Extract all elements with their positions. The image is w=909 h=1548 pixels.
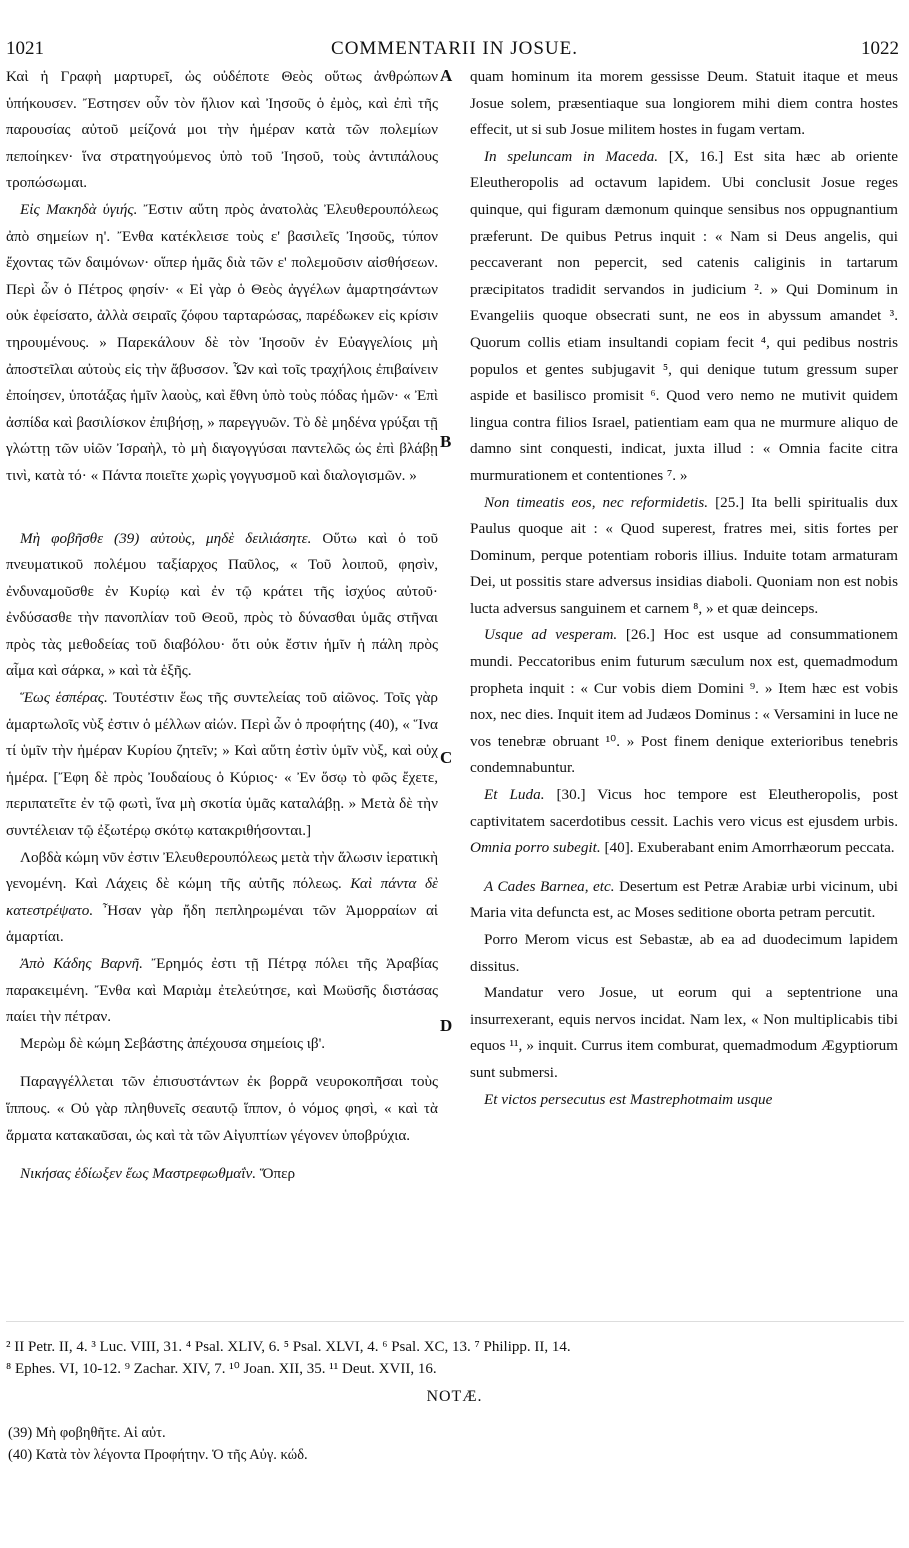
greek-column: [6, 64, 438, 1188]
running-title: COMMENTARII IN JOSUE.: [331, 38, 578, 59]
latin-lemma: Et victos persecutus est Mastrephotmaim usque: [484, 1090, 773, 1108]
greek-paragraph: Μερὼμ δὲ κώμη Σεβάστης ἀπέχουσα σημείοις ιβ'.: [20, 1034, 326, 1052]
latin-paragraph: [470, 144, 898, 490]
latin-paragraph: [470, 782, 898, 862]
footnotes-line-1: ² II Petr. II, 4. ³ Luc. VIII, 31. ⁴ Psal. XLIV, 6. ⁵ Psal. XLVI, 4. ⁶ Psal. XC, 13. ⁷ Philipp. II, 14.: [6, 1339, 571, 1355]
page-number-left: 1021: [6, 38, 44, 59]
footnote-divider: [6, 1321, 904, 1322]
greek-text: Ὅπερ: [256, 1165, 296, 1183]
latin-lemma: A Cades Barnea, etc.: [484, 877, 615, 895]
greek-paragraph: [6, 1161, 438, 1188]
margin-mark-d: D: [440, 1016, 453, 1035]
greek-paragraph: [6, 197, 438, 490]
greek-paragraph: [6, 951, 438, 1031]
latin-lemma: Non timeatis eos, nec reformidetis.: [484, 493, 709, 511]
greek-text: Τουτέστιν ἕως τῆς συντελείας τοῦ αἰῶνος. Τοῖς γὰρ ἁμαρτωλοῖς νὺξ ἐστιν ὁ μέλλων αἰών. Περὶ ὧν ὁ προφήτης (40), « Ἵνα τί ὑμῖν τὴν ἡμέραν Κυρίου ζητεῖν; » Καὶ αὕτη ἐστὶν ὑμῖν νὺξ, καὶ οὐχ ἡμέρα. [Ἔφη δὲ πρὸς Ἰουδαίους ὁ Κύριος· « Ἐν ὅσῳ τὸ φῶς ἔχετε, περιπατεῖτε ἐν τῷ φωτὶ, ἵνα μὴ σκοτία ὑμᾶς καταλάβῃ. » Μετὰ δὲ τὴν συντέλειαν τῷ ἐξωτέρῳ σκότῳ κατακριθήσονται.]: [6, 689, 438, 840]
latin-paragraph: Porro Merom vicus est Sebastæ, ab ea ad duodecimum lapidem dissitus.: [470, 931, 898, 975]
margin-mark-a: A: [440, 66, 453, 85]
latin-paragraph: [470, 622, 898, 782]
greek-lemma: Εἰς Μακηδὰ ὑγιής.: [20, 200, 138, 218]
latin-lemma: Omnia porro subegit.: [470, 839, 601, 857]
latin-lemma: Et Luda.: [484, 786, 545, 804]
greek-lemma: Καὶ πάντα δὲ κατεστρέψατο.: [6, 875, 438, 919]
greek-paragraph: [6, 685, 438, 845]
greek-paragraph: Καὶ ἡ Γραφὴ μαρτυρεῖ, ὡς οὐδέποτε Θεὸς οὕτως ἀνθρώπων ὑπήκουσεν. Ἔστησεν οὖν τὸν ἥλιον καὶ Ἰησοῦς ὁ ἐμὸς, καὶ ἐπὶ τῆς παρουσίας αὐτοῦ μείζονά μοι τὴν ἡμέραν κατὰ τῶν πολεμίων πεποίηκεν· ἵνα στρατηγούμενος ὑπὸ τοῦ Ἰησοῦ, τοὺς ἀντιπάλους τροπώσωμαι.: [6, 68, 438, 192]
latin-text: [40]. Exuberabant enim Amorrhæorum peccata.: [600, 839, 895, 857]
latin-text: [25.] Ita belli spiritualis dux Paulus quoque ait : « Quod superest, fratres mei, sitis fortes per Dominum, perque potentiam roboris illius. Induite totam armaturam Dei, ut possitis stare adversus insidias diaboli. Quoniam non est nobis lucta adversus sanguinem et carnem ⁸, » et quæ deinceps.: [470, 493, 898, 617]
note-40: (40) Κατὰ τὸν λέγοντα Προφήτην. Ὁ τῆς Αὐγ. κώδ.: [8, 1447, 308, 1463]
latin-column: [470, 64, 898, 1113]
greek-paragraph: [6, 526, 438, 686]
latin-paragraph: quam hominum ita morem gessisse Deum. Statuit itaque et meus Josue solem, præsentiaque sua longiorem mihi diem contra hostes effecit, ut si sub Josue militem hostes in fugam vertam.: [470, 68, 898, 139]
greek-lemma: Ἕως ἑσπέρας.: [20, 689, 108, 707]
greek-text: Ἔρημός ἐστι τῇ Πέτρᾳ πόλει τῆς Ἀραβίας παρακειμένη. Ἔνθα καὶ Μαριὰμ ἐτελεύτησε, καὶ Μωϋσῆς διστάσας παίει τὴν πέτραν.: [6, 955, 438, 1026]
latin-text: [30.] Vicus hoc tempore est Eleutheropolis, post captivitatem sacerdotibus cessit. Lachis vero vicus est ejusdem urbis.: [470, 786, 898, 830]
latin-text: Desertum est Petræ Arabiæ urbi vicinum, ubi Maria vita defuncta est, ac Moses seditione oborta petram percutit.: [470, 877, 899, 922]
margin-mark-c: C: [440, 748, 453, 767]
greek-lemma: Ἀπὸ Κάδης Βαρνῆ.: [20, 955, 143, 972]
latin-paragraph: [470, 1087, 898, 1114]
margin-mark-b: B: [440, 432, 452, 451]
latin-lemma: Usque ad vesperam.: [484, 626, 618, 644]
page-number-right: 1022: [861, 38, 899, 59]
latin-text: [X, 16.] Est sita hæc ab oriente Eleutheropolis ad octavum lapidem. Ubi conclusit Josue reges quinque, qui figuram dæmonum quinque sensibus nos oppugnantium præferunt. De quibus Petrus inquit : « Nam si Deus angelis, qui peccaverant non pepercit, sed catenis caliginis in tartarum præcipitatos tradidit servandos in judicium ². » Qui Dominum in Evangeliis quoque obsecrati sunt, ne eos in abyssum amandet ³. Quorum collis etiam insultandi copiam fecit ⁴, qui pedibus nostris populos et gentes subjugavit ⁵, qui denique tutum gressum super aspide et basilisco promisit ⁶. Quod vero nemo ne mutivit quidem lingua contra filios Israel, patientiam eam qua ne murmure aliquo de damno sint conquesti, indicat, juxta illud : « Omnia facite citra murmurationem et contentiones ⁷. »: [470, 147, 898, 484]
latin-lemma: In speluncam in Maceda.: [484, 147, 659, 165]
greek-paragraph: [6, 845, 438, 951]
greek-lemma: Νικήσας ἐδίωξεν ἕως Μαστρεφωθμαΐν.: [20, 1165, 257, 1183]
note-39: (39) Μὴ φοβηθῆτε. Αἱ αὐτ.: [8, 1425, 166, 1441]
latin-paragraph: Mandatur vero Josue, ut eorum qui a septentrione una insurrexerant, equis nervos incidat. Nam lex, « Non multiplicabis tibi equos ¹¹, » inquit. Currus item comburat, quemadmodum Ægyptiorum sunt submersi.: [470, 984, 898, 1081]
latin-paragraph: [470, 874, 898, 927]
footnotes-line-2: ⁸ Ephes. VI, 10-12. ⁹ Zachar. XIV, 7. ¹⁰ Joan. XII, 35. ¹¹ Deut. XVII, 16.: [6, 1361, 437, 1377]
greek-paragraph: Παραγγέλλεται τῶν ἐπισυστάντων ἐκ βορρᾶ νευροκοπῆσαι τοὺς ἵππους. « Οὐ γὰρ πληθυνεῖς σεαυτῷ ἵππον, ὁ νόμος φησὶ, « καὶ τὰ ἅρματα κατακαῦσαι, ὡς καὶ τὰ τῶν Αἰγυπτίων γέγονεν ὑποβρύχια.: [6, 1073, 438, 1144]
latin-text: [26.] Hoc est usque ad consummationem mundi. Peccatoribus enim futurum sæculum nox est, quemadmodum propheta inquit : « Cur vobis diem Domini ⁹. » Item hæc est vobis nox, nec dies. Inquit item ad Judæos Dominus : « Versamini in luce ne vos tenebræ obruant ¹⁰. » Post finem denique exterioribus tenebris condemnabuntur.: [470, 626, 898, 777]
latin-paragraph: [470, 490, 898, 623]
greek-text: Ἦσαν γὰρ ἤδη πεπληρωμέναι τῶν Ἀμορραίων αἱ ἁμαρτίαι.: [6, 901, 438, 946]
greek-text: Ἔστιν αὕτη πρὸς ἀνατολὰς Ἐλευθερουπόλεως ἀπὸ σημείων η'. Ἔνθα κατέκλεισε τοὺς ε' βασιλεῖς Ἰησοῦς, τύπον ἔχοντας τῶν δαιμόνων· οἵπερ ἡμᾶς διὰ τῶν ε' πολεμοῦσιν αἰσθήσεων. Περὶ ὧν ὁ Πέτρος φησίν· « Εἰ γὰρ ὁ Θεὸς ἀγγέλων ἁμαρτησάντων οὐκ ἐφείσατο, ἀλλὰ σειραῖς ζόφου ταρταρώσας, παρέδωκεν εἰς κρίσιν τηρουμένους. » Παρεκάλουν δὲ τὸν Ἰησοῦν ἐν Εὐαγγελίοις μὴ ἀποστεῖλαι αὐτοὺς εἰς τὴν ἄβυσσον. Ὧν καὶ τοῖς τραχήλοις ἐπιβαίνειν ἐποίησεν, ὑποτάξας ἡμῖν λαοὺς, καὶ ἔθνη ὑπὸ τοὺς πόδας ἡμῶν· « Ἐπὶ ἀσπίδα καὶ βασιλίσκον ἐπιβήσῃ, » παρεγγυῶν. Τὸ δὲ μηδένα γρύξαι τῇ γλώττῃ τῶν υἱῶν Ἰσραὴλ, τὸ μὴ διαγογγύσαι παντελῶς ὡς ἐπὶ βλάβῃ τινὶ, κατὰ τό· « Πάντα ποιεῖτε χωρὶς γογγυσμοῦ καὶ διαλογισμῶν. »: [6, 200, 438, 484]
greek-text: Λοβδὰ κώμη νῦν ἐστιν Ἐλευθερουπόλεως μετὰ τὴν ἅλωσιν ἱερατικὴ γενομένη. Καὶ Λάχεις δὲ κώμη τῆς αὐτῆς πόλεως.: [6, 848, 439, 893]
greek-lemma: Μὴ φοβῆσθε (39) αὐτοὺς, μηδὲ δειλιάσητε.: [20, 529, 312, 547]
notae-heading: NOTÆ.: [426, 1388, 483, 1405]
greek-text: Οὕτω καὶ ὁ τοῦ πνευματικοῦ πολέμου ταξίαρχος Παῦλος, « Τοῦ λοιποῦ, φησὶν, ἐνδυναμοῦσθε ἐν Κυρίῳ καὶ ἐν τῷ κράτει τῆς ἰσχύος αὐτοῦ· ἐνδύσασθε τὴν πανοπλίαν τοῦ Θεοῦ, πρὸς τὸ δύνασθαι ὑμᾶς στῆναι πρὸς τὰς μεθοδείας τοῦ διαβόλου· ὅτι οὐκ ἔστιν ἡμῖν ἡ πάλη πρὸς αἷμα καὶ σάρκα, » καὶ τὰ ἑξῆς.: [6, 529, 438, 680]
